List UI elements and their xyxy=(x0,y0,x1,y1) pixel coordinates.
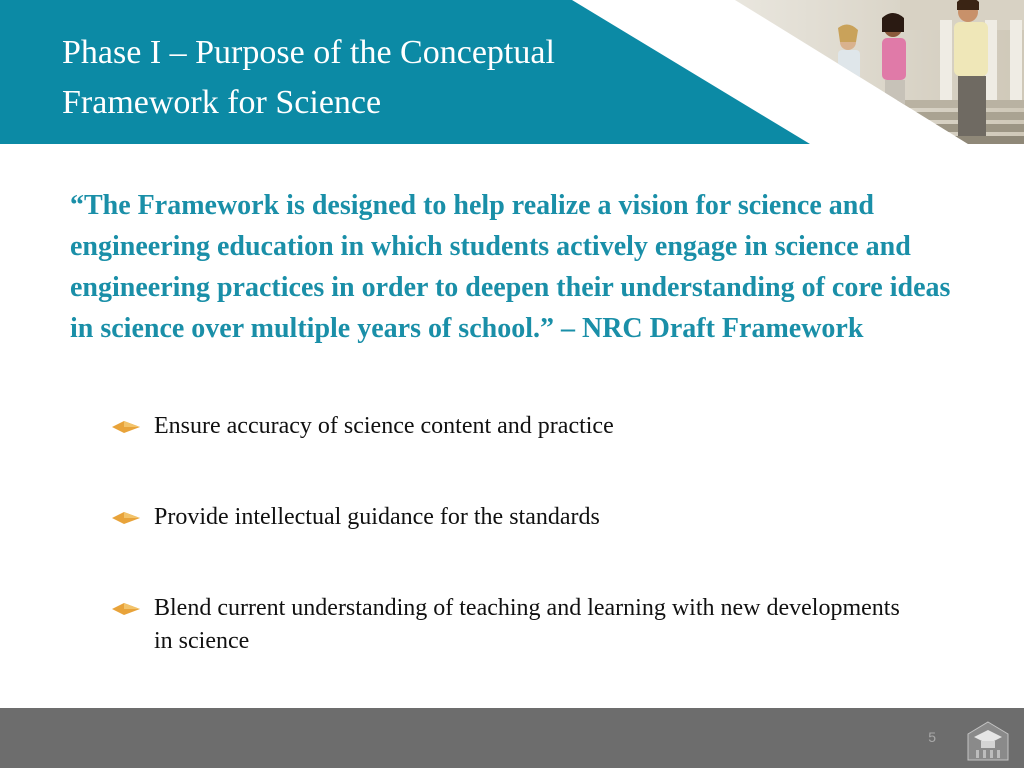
orange-diamond-arrow-icon xyxy=(112,421,140,433)
slide-title xyxy=(62,28,682,128)
bullet-item-guidance xyxy=(112,501,912,534)
footer-bar xyxy=(0,708,1024,768)
slide-title-line-2: Framework for Science xyxy=(62,84,382,121)
bullet-text: Ensure accuracy of science content and practice xyxy=(154,413,614,439)
bullet-text: Blend current understanding of teaching and learning with new developments in science xyxy=(154,595,900,654)
graduation-cap-building-icon xyxy=(966,720,1010,764)
orange-diamond-arrow-icon xyxy=(112,512,140,524)
orange-diamond-arrow-icon xyxy=(112,603,140,615)
slide-title-line-1: Phase I – Purpose of the Conceptual xyxy=(62,34,555,71)
bullet-text: Provide intellectual guidance for the standards xyxy=(154,504,600,530)
framework-quote: “The Framework is designed to help realize a vision for science and engineering education in which students actively engage in science and engineering practices in order to deepen their understanding of core ideas in science over multiple years of school.” – NRC Draft Framework xyxy=(70,190,951,344)
page-number: 5 xyxy=(928,729,936,745)
bullet-item-blend xyxy=(112,592,912,658)
bullet-item-accuracy xyxy=(112,410,912,443)
